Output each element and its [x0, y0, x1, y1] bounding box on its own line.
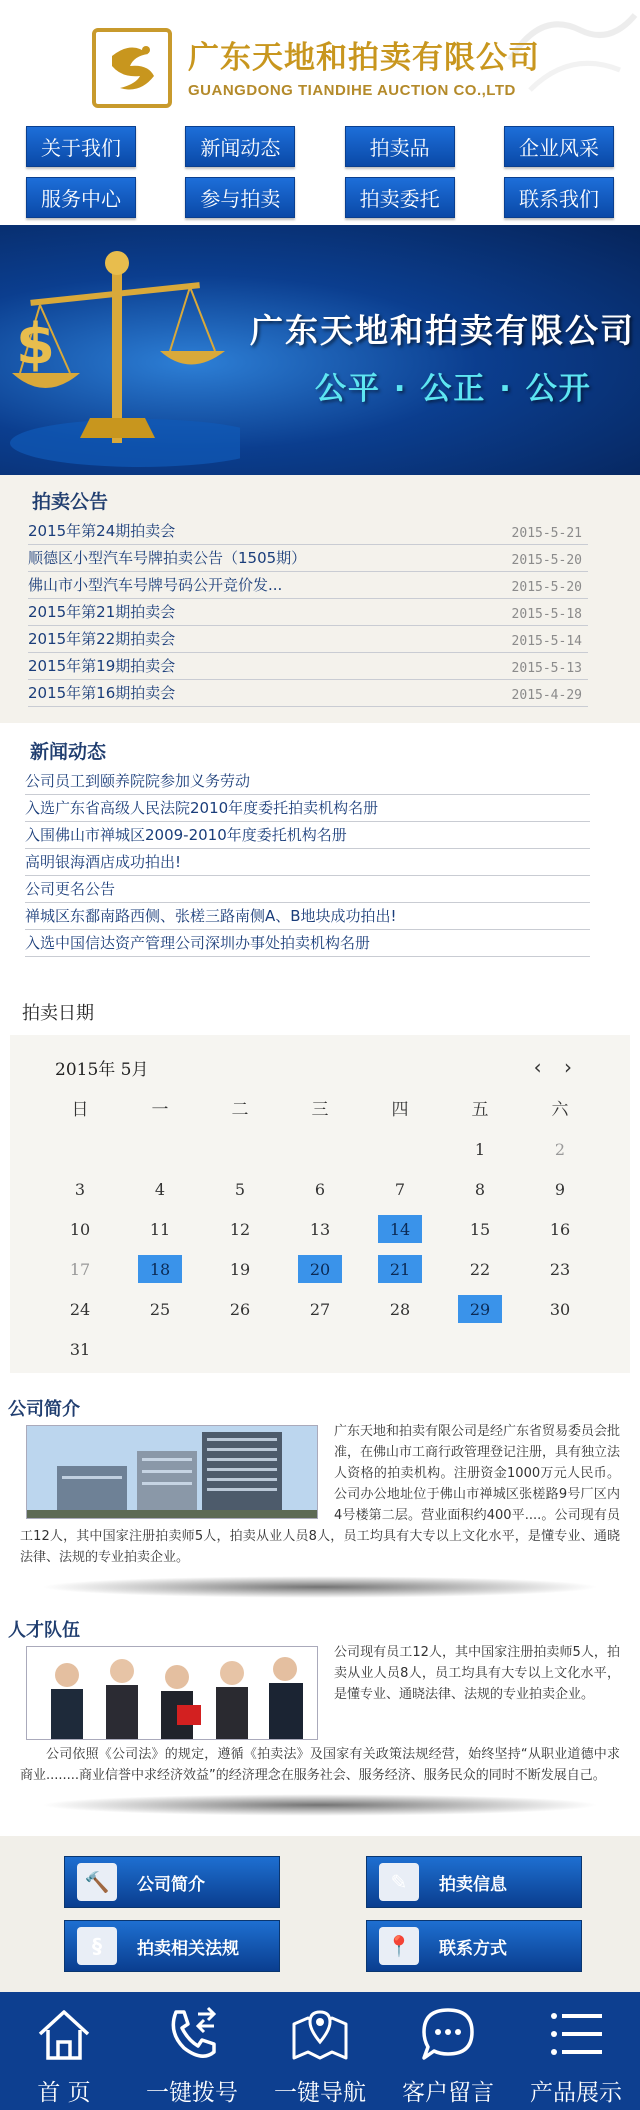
news-item-title: 禅城区东鄱南路西侧、张槎三路南侧A、B地块成功拍出! [25, 907, 397, 925]
calendar-day-number: 13 [309, 1219, 331, 1239]
nav-contact-us[interactable]: 联系我们 [504, 177, 614, 218]
talent-title: 人才队伍 [8, 1620, 80, 1641]
calendar-day-auction[interactable] [280, 1249, 360, 1289]
calendar-day-number: 31 [69, 1339, 91, 1359]
talent-text-2: 公司依照《公司法》的规定，遵循《拍卖法》及国家有关政策法规经营，始终坚持“从职业道德中求商业........商业信誉中求经济效益”的经济理念在服务社会、服务经济、服务民众的同时不断发展自己。 [20, 1747, 620, 1783]
calendar-day[interactable] [520, 1209, 600, 1249]
calendar-day [280, 1129, 360, 1169]
auction-notice-item-date: 2015-5-14 [511, 634, 582, 649]
talent-section [0, 1616, 640, 1816]
calendar-day[interactable] [120, 1289, 200, 1329]
auction-calendar [10, 1035, 630, 1373]
news-item-title: 公司更名公告 [25, 880, 116, 898]
calendar-day-number: 7 [394, 1179, 406, 1199]
company-building-image [26, 1425, 318, 1519]
calendar-day[interactable] [120, 1169, 200, 1209]
document-pen-icon: ✎ [379, 1863, 419, 1901]
news-item-title: 公司员工到颐养院院参加义务劳动 [25, 772, 251, 790]
calendar-month-label: 2015年 5月 [55, 1059, 149, 1080]
svg-text:$: $ [16, 312, 55, 377]
news-item-title: 入选广东省高级人民法院2010年度委托拍卖机构名册 [25, 799, 379, 817]
auction-notice-item-date: 2015-5-18 [511, 607, 582, 622]
calendar-day[interactable] [280, 1209, 360, 1249]
calendar-day[interactable] [520, 1289, 600, 1329]
calendar-day[interactable] [360, 1169, 440, 1209]
auction-notice-item-date: 2015-5-20 [511, 553, 582, 568]
news-item-title: 入围佛山市禅城区2009-2010年度委托机构名册 [25, 826, 347, 844]
company-intro-title: 公司简介 [8, 1399, 80, 1420]
auction-notice-item[interactable] [28, 518, 588, 545]
news-list [25, 768, 590, 957]
calendar-day[interactable] [280, 1169, 360, 1209]
calendar-day[interactable] [440, 1209, 520, 1249]
auction-notice-list [28, 518, 588, 707]
footer-products-button[interactable]: 产品展示 [512, 2004, 640, 2107]
chat-bubble-icon [418, 2004, 478, 2064]
calendar-day-number: 10 [69, 1219, 91, 1239]
nav-auction-consign[interactable]: 拍卖委托 [345, 177, 455, 218]
news-section [0, 723, 640, 979]
map-location-icon [290, 2004, 350, 2064]
banner-slogan: 公平 · 公正 · 公开 [315, 371, 592, 407]
calendar-grid [10, 1085, 630, 1369]
calendar-weekday: 六 [551, 1099, 569, 1120]
auction-notice-section [0, 475, 640, 723]
nav-news[interactable]: 新闻动态 [185, 126, 295, 167]
auction-notice-item-date: 2015-5-21 [511, 526, 582, 541]
divider-shadow [40, 1794, 600, 1816]
calendar-day [360, 1129, 440, 1169]
news-item[interactable] [25, 768, 590, 795]
calendar-day-number: 11 [149, 1219, 171, 1239]
calendar-day[interactable] [40, 1169, 120, 1209]
footer-call-button[interactable]: 一键拨号 [128, 2004, 256, 2107]
news-title: 新闻动态 [30, 741, 107, 763]
calendar-weekday: 五 [471, 1099, 489, 1120]
auction-notice-item-date: 2015-5-20 [511, 580, 582, 595]
calendar-day[interactable] [520, 1169, 600, 1209]
news-item[interactable] [25, 795, 590, 822]
calendar-day-number: 8 [474, 1179, 486, 1199]
main-nav [0, 126, 640, 225]
map-pin-icon: 📍 [379, 1927, 419, 1965]
auction-notice-item-title: 2015年第16期拍卖会 [28, 684, 176, 702]
quick-company-intro-button[interactable]: 🔨 公司简介 [64, 1856, 280, 1908]
auction-notice-item[interactable] [28, 545, 588, 572]
calendar-day-number: 14 [378, 1215, 422, 1243]
calendar-day[interactable] [200, 1289, 280, 1329]
site-header [0, 0, 640, 225]
calendar-day-number: 29 [458, 1295, 502, 1323]
calendar-day-number: 5 [234, 1179, 246, 1199]
phone-forward-icon [162, 2004, 222, 2064]
calendar-day-number: 30 [549, 1299, 571, 1319]
scales-of-justice-icon [0, 233, 240, 473]
company-name-en: GUANGDONG TIANDIHE AUCTION CO.,LTD [188, 81, 516, 99]
calendar-day[interactable] [40, 1329, 120, 1369]
auction-notice-title: 拍卖公告 [32, 491, 109, 513]
calendar-weekday: 一 [151, 1099, 169, 1120]
auction-notice-item-title: 佛山市小型汽车号牌号码公开竞价发... [28, 576, 283, 594]
calendar-day[interactable] [280, 1289, 360, 1329]
quick-contact-button[interactable]: 📍 联系方式 [366, 1920, 582, 1972]
calendar-day-number: 18 [138, 1255, 182, 1283]
calendar-day-number: 15 [469, 1219, 491, 1239]
home-icon [34, 2004, 94, 2064]
news-item[interactable] [25, 930, 590, 957]
calendar-day[interactable] [200, 1249, 280, 1289]
calendar-day[interactable] [440, 1129, 520, 1169]
calendar-day-auction[interactable] [440, 1289, 520, 1329]
calendar-day[interactable] [440, 1249, 520, 1289]
bottom-tab-bar [0, 1992, 640, 2110]
news-item-title: 入选中国信达资产管理公司深圳办事处拍卖机构名册 [25, 934, 371, 952]
calendar-weekday: 三 [311, 1099, 329, 1120]
calendar-day[interactable] [40, 1289, 120, 1329]
banner-title: 广东天地和拍卖有限公司 [250, 311, 635, 350]
calendar-day-number: 16 [549, 1219, 571, 1239]
calendar-day-number: 4 [154, 1179, 166, 1199]
calendar-day[interactable] [520, 1249, 600, 1289]
calendar-day[interactable] [40, 1249, 120, 1289]
calendar-day[interactable] [200, 1209, 280, 1249]
news-item[interactable] [25, 849, 590, 876]
calendar-day-number: 12 [229, 1219, 251, 1239]
calendar-weekday: 二 [231, 1099, 249, 1120]
calendar-day-number: 28 [389, 1299, 411, 1319]
footer-navigate-button[interactable]: 一键导航 [256, 2004, 384, 2107]
calendar-day-number: 25 [149, 1299, 171, 1319]
calendar-day-auction[interactable] [120, 1249, 200, 1289]
calendar-day-number: 19 [229, 1259, 251, 1279]
company-intro-text: 广东天地和拍卖有限公司是经广东省贸易委员会批准，在佛山市工商行政管理登记注册，具有独立法人资格的拍卖机构。注册资金1000万元人民币。公司办公地址位于佛山市禅城区张槎路9号厂区内4号楼第二层。营业面积约400平....。公司现有员工12人，其中国家注册拍卖师5人，拍卖从业人员8人，员工均具有大专以上文化水平，是懂专业、通晓法律、法规的专业拍卖企业。 [20, 1424, 621, 1565]
logo-emblem-icon [92, 28, 172, 108]
calendar-day[interactable] [40, 1209, 120, 1249]
auction-notice-item-title: 2015年第22期拍卖会 [28, 630, 176, 648]
nav-join-auction[interactable]: 参与拍卖 [185, 177, 295, 218]
news-item[interactable] [25, 822, 590, 849]
auction-notice-item-date: 2015-5-13 [511, 661, 582, 676]
calendar-day-number: 3 [74, 1179, 86, 1199]
quick-links [0, 1836, 640, 1992]
talent-text: 公司现有员工12人，其中国家注册拍卖师5人，拍卖从业人员8人，员工均具有大专以上文化水平，是懂专业、通晓法律、法规的专业拍卖企业。 [334, 1645, 620, 1702]
calendar-day-number: 23 [549, 1259, 571, 1279]
divider-shadow [40, 1576, 600, 1598]
news-item-title: 高明银海酒店成功拍出! [25, 853, 182, 871]
auction-notice-item[interactable] [28, 572, 588, 599]
calendar-day [40, 1129, 120, 1169]
law-book-icon: § [77, 1927, 117, 1965]
calendar-day-number: 27 [309, 1299, 331, 1319]
auction-notice-item[interactable] [28, 680, 588, 707]
site-logo[interactable] [92, 28, 540, 108]
calendar-day-number: 1 [474, 1139, 486, 1159]
calendar-next-icon[interactable]: › [564, 1055, 580, 1079]
calendar-day-number: 26 [229, 1299, 251, 1319]
calendar-day[interactable] [440, 1169, 520, 1209]
calendar-day[interactable] [520, 1129, 600, 1169]
hero-banner [0, 225, 640, 475]
footer-message-button[interactable]: 客户留言 [384, 2004, 512, 2107]
auction-notice-item-title: 2015年第19期拍卖会 [28, 657, 176, 675]
auction-notice-item-title: 2015年第21期拍卖会 [28, 603, 176, 621]
calendar-day-number: 20 [298, 1255, 342, 1283]
auction-notice-item-title: 2015年第24期拍卖会 [28, 522, 176, 540]
nav-service-center[interactable]: 服务中心 [26, 177, 136, 218]
calendar-day [200, 1129, 280, 1169]
gavel-icon: 🔨 [77, 1863, 117, 1901]
auction-notice-item-title: 顺德区小型汽车号牌拍卖公告（1505期） [28, 549, 307, 567]
calendar-weekday: 四 [391, 1099, 409, 1120]
calendar-day-auction[interactable] [360, 1249, 440, 1289]
calendar-day-auction[interactable] [360, 1209, 440, 1249]
calendar-day[interactable] [360, 1289, 440, 1329]
list-menu-icon [546, 2004, 606, 2064]
auction-notice-item[interactable] [28, 599, 588, 626]
calendar-day-number: 9 [554, 1179, 566, 1199]
company-intro-section [0, 1395, 640, 1598]
news-item[interactable] [25, 903, 590, 930]
calendar-day-number: 2 [554, 1139, 566, 1159]
company-name-cn: 广东天地和拍卖有限公司 [188, 39, 540, 76]
auction-date-heading: 拍卖日期 [22, 1003, 94, 1024]
quick-auction-law-button[interactable]: § 拍卖相关法规 [64, 1920, 280, 1972]
auction-notice-item[interactable] [28, 653, 588, 680]
auction-notice-item-date: 2015-4-29 [511, 688, 582, 703]
nav-auction-items[interactable]: 拍卖品 [345, 126, 455, 167]
calendar-day-number: 6 [314, 1179, 326, 1199]
calendar-weekday: 日 [71, 1099, 89, 1120]
calendar-day-number: 17 [69, 1259, 91, 1279]
calendar-day-number: 21 [378, 1255, 422, 1283]
quick-auction-info-button[interactable]: ✎ 拍卖信息 [366, 1856, 582, 1908]
calendar-day[interactable] [120, 1209, 200, 1249]
nav-about-us[interactable]: 关于我们 [26, 126, 136, 167]
calendar-day-number: 22 [469, 1259, 491, 1279]
calendar-day[interactable] [200, 1169, 280, 1209]
team-photo-image [26, 1646, 318, 1740]
news-item[interactable] [25, 876, 590, 903]
auction-notice-item[interactable] [28, 626, 588, 653]
calendar-prev-icon[interactable]: ‹ [533, 1055, 550, 1079]
nav-company-style[interactable]: 企业风采 [504, 126, 614, 167]
calendar-day-number: 24 [69, 1299, 91, 1319]
calendar-day [120, 1129, 200, 1169]
footer-home-button[interactable]: 首 页 [0, 2004, 128, 2107]
